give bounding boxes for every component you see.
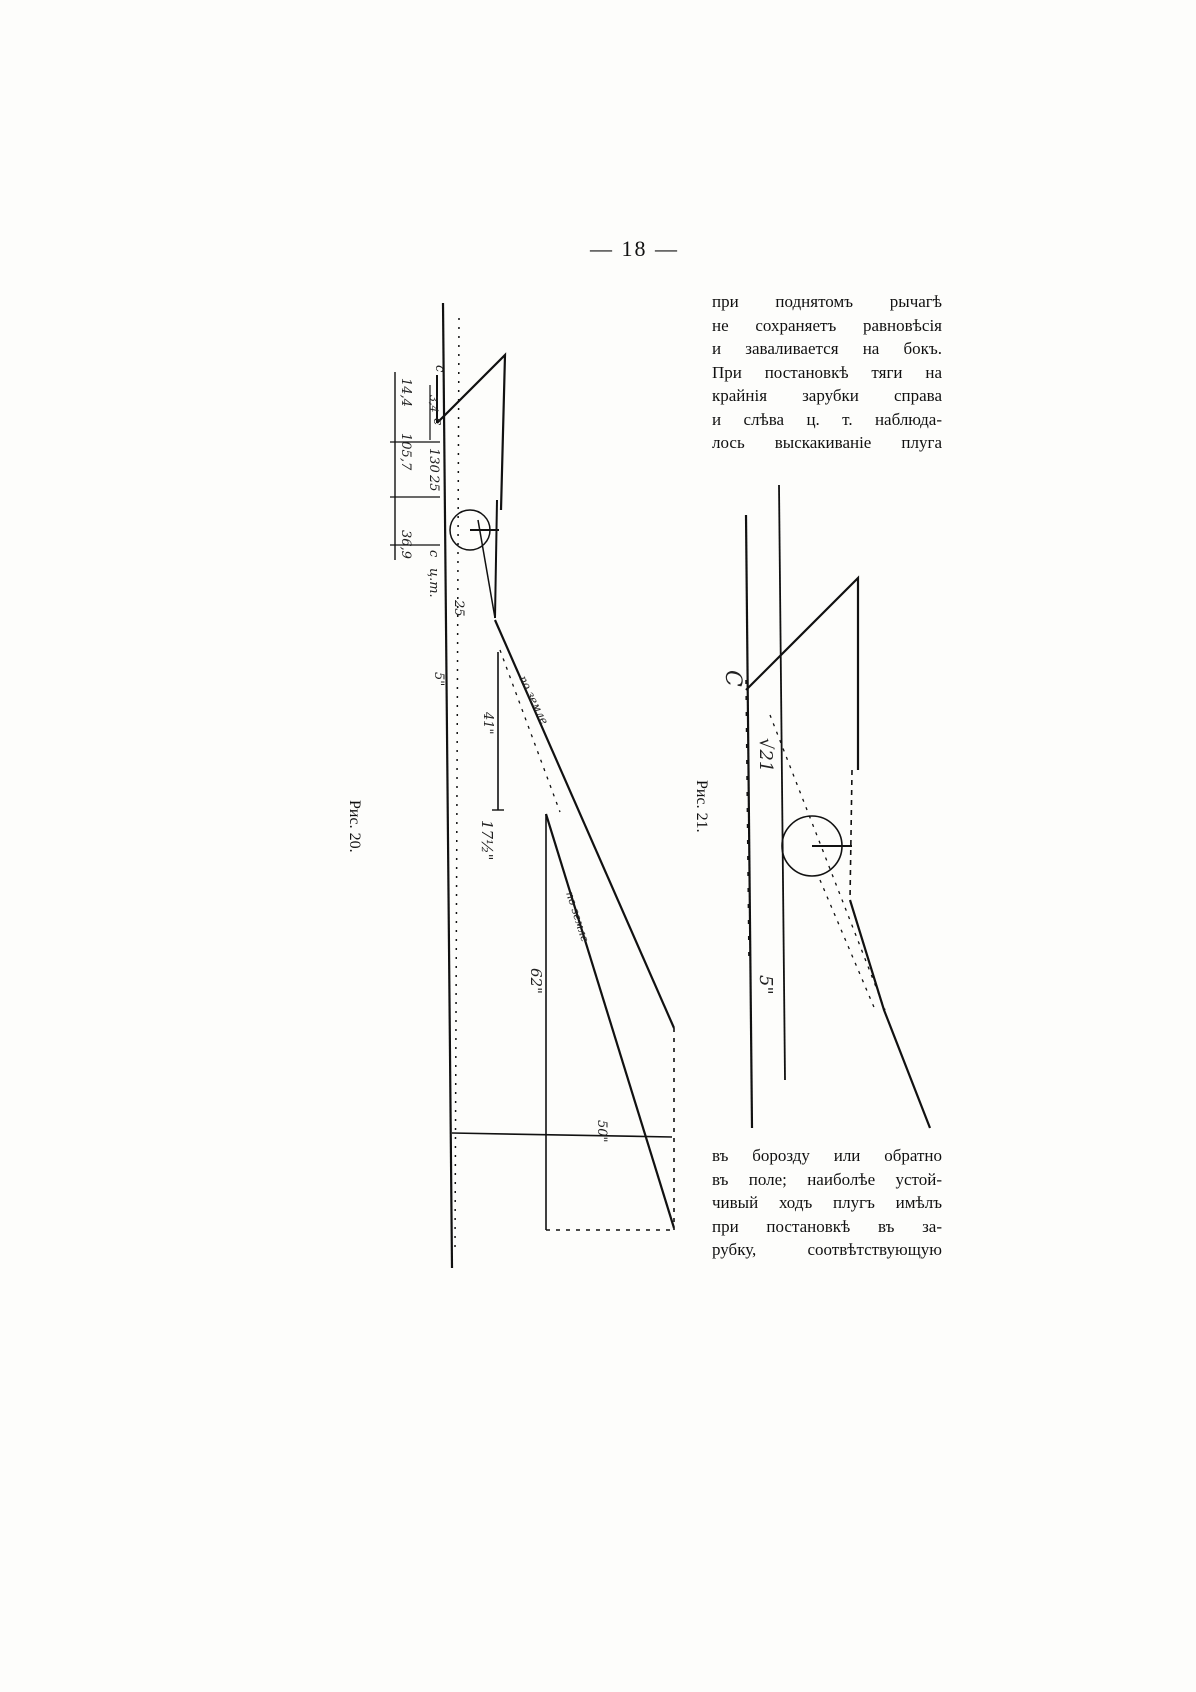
fig21-dashed-body [850, 770, 852, 900]
fig20-label: 14,4 [398, 378, 413, 407]
fig20-label: 50" [594, 1120, 609, 1143]
text-line: при поднятомъ рычагѣ [712, 292, 942, 311]
text-line: При постановкѣ тяги на [712, 362, 942, 382]
fig21-caption: Рис. 21. [693, 780, 710, 833]
fig20-label: 105,7 [398, 433, 413, 471]
fig20-label: 62" [527, 968, 545, 994]
text-line: лось выскакиваніе плуга [712, 433, 942, 452]
fig20-label: 130 [426, 448, 441, 473]
fig20-label: 17½" [478, 820, 496, 861]
fig20-label: c [432, 365, 447, 373]
text-line: рубку, соотвѣтствующую [712, 1240, 942, 1259]
fig20-label: 5" [431, 672, 446, 687]
text-line: въ поле; наиболѣе устой- [712, 1169, 942, 1189]
fig20-label: 36,9 [398, 530, 413, 559]
fig20-label: c [426, 550, 441, 558]
fig20-label: по земле [516, 673, 551, 727]
fig21-baseline [746, 515, 752, 1128]
text-line: не сохраняетъ равновѣсія [712, 315, 942, 335]
fig21-label: √21 [755, 738, 776, 773]
fig20-label: 25 [426, 475, 441, 492]
page-number: — 18 — [590, 236, 679, 261]
fig20-label: по земле [563, 889, 592, 944]
fig20-label: 41" [480, 712, 495, 735]
fig20-label: c [430, 418, 445, 426]
text-line: чивый ходъ плугъ имѣлъ [712, 1193, 942, 1212]
fig21-inner-line [779, 485, 785, 1080]
fig21-label: C [720, 670, 745, 687]
fig20-label: 3,4 [427, 395, 440, 413]
fig20-label: 25 [451, 600, 466, 617]
fig21-dotted-diagonal-2 [820, 880, 876, 1012]
text-line: и заваливается на бокъ. [712, 339, 942, 358]
fig20-caption: Рис. 20. [346, 800, 363, 853]
fig20-label: ц.т. [426, 568, 441, 598]
text-line: при постановкѣ въ за- [712, 1216, 942, 1236]
fig21-lower-beam [850, 900, 930, 1128]
fig21-label: 5" [755, 975, 776, 995]
text-line: крайнія зарубки справа [712, 386, 942, 405]
text-line: въ борозду или обратно [712, 1146, 942, 1165]
text-line: и слѣва ц. т. наблюда- [712, 409, 942, 429]
